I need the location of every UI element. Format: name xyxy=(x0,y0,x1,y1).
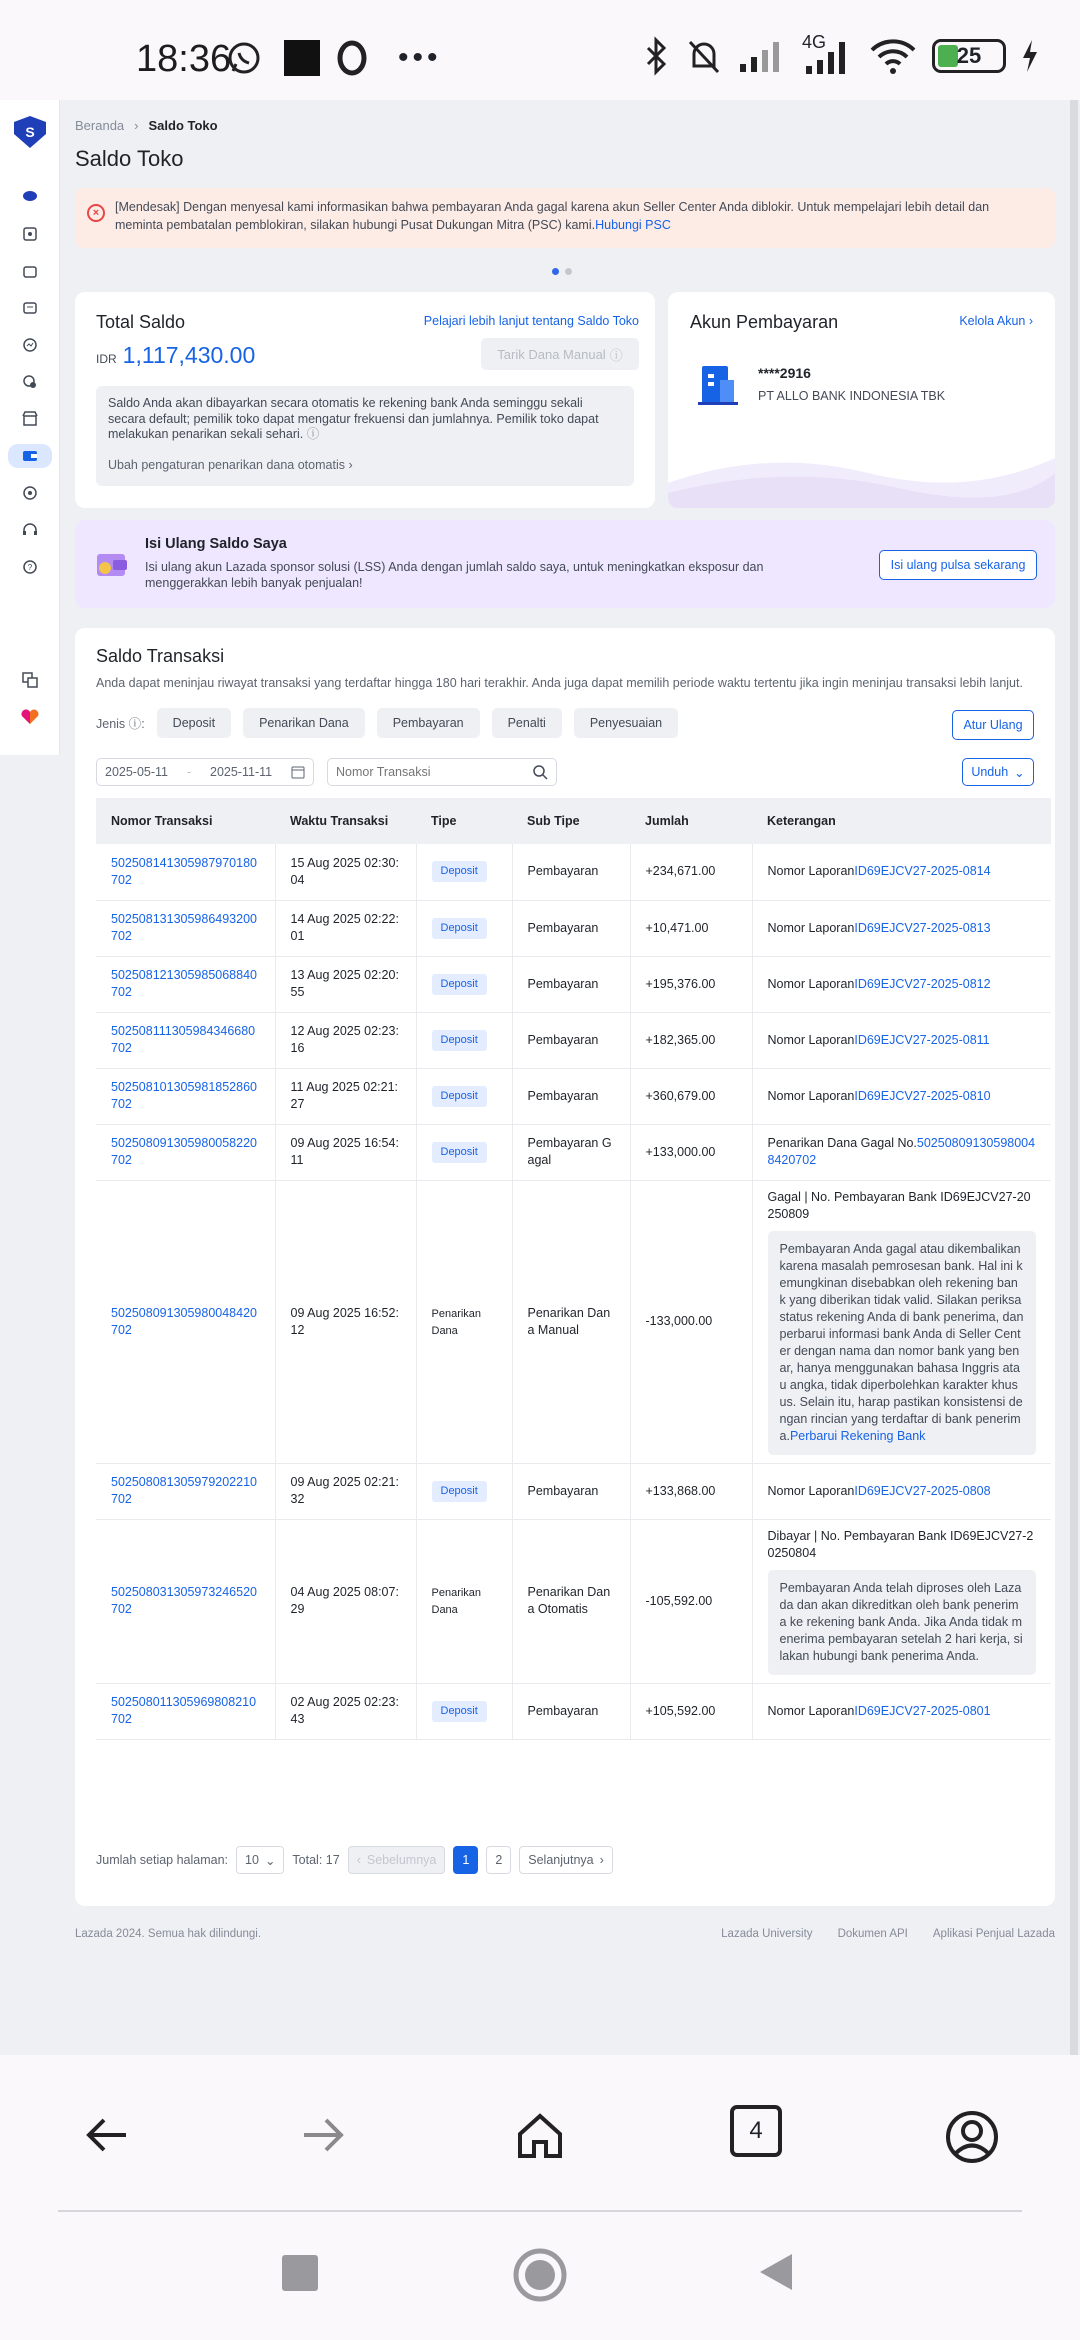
sidebar-item-analytics[interactable] xyxy=(12,333,48,357)
topup-now-button[interactable]: Isi ulang pulsa sekarang xyxy=(879,550,1037,580)
chevron-down-icon: ⌄ xyxy=(1014,765,1025,780)
battery-icon xyxy=(932,39,1006,73)
page-2-button[interactable]: 2 xyxy=(486,1846,511,1874)
back-triangle-icon[interactable] xyxy=(758,2252,794,2292)
home-icon[interactable] xyxy=(514,2110,566,2162)
reset-filter-button[interactable]: Atur Ulang xyxy=(952,710,1034,740)
transaction-id-link[interactable]: 502508031305973246520702 xyxy=(96,1519,275,1683)
breadcrumb-home[interactable]: Beranda xyxy=(75,118,125,133)
per-page-value: 10 xyxy=(245,1853,259,1867)
next-page-button[interactable] xyxy=(519,1846,613,1874)
browser-navigation-bar xyxy=(0,2055,1080,2210)
description xyxy=(752,1519,1051,1683)
bluetooth-icon xyxy=(644,36,670,76)
withdrawal-link[interactable]: 502508091305980048420702 xyxy=(767,1136,1036,1167)
prev-page-button[interactable] xyxy=(348,1846,446,1874)
column-header: Waktu Transaksi xyxy=(275,798,416,844)
clock: 18:36 xyxy=(136,38,232,80)
type-tag: Deposit xyxy=(432,974,487,995)
transaction-time: 09 Aug 2025 16:52:12 xyxy=(275,1180,416,1463)
whatsapp-icon xyxy=(226,40,262,76)
sidebar-item-health[interactable] xyxy=(12,481,48,505)
tabs-count: 4 xyxy=(749,2117,763,2144)
transaction-id-link[interactable]: 502508141305987970180702 xyxy=(96,844,275,900)
table-row xyxy=(96,1180,1051,1463)
translate-icon xyxy=(22,672,38,688)
description xyxy=(752,844,1051,900)
type-tag: Deposit xyxy=(432,1481,487,1502)
bag-icon xyxy=(22,263,38,279)
alert-text xyxy=(115,198,1035,234)
table-row xyxy=(96,1068,1051,1124)
auto-payout-info xyxy=(96,386,634,486)
chevron-right-icon: › xyxy=(599,1853,604,1867)
contact-psc-link[interactable]: Hubungi PSC xyxy=(595,218,671,232)
description-text: Dibayar | No. Pembayaran Bank ID69EJCV27-20250804 xyxy=(767,1528,1034,1560)
app-viewport xyxy=(0,100,1080,2055)
app-notification-icon xyxy=(284,40,320,76)
table-row xyxy=(96,900,1051,956)
footer-link-api-docs[interactable]: Dokumen API xyxy=(837,1928,908,1940)
filter-chip-pembayaran[interactable]: Pembayaran xyxy=(377,708,480,738)
sidebar-item-finance[interactable] xyxy=(8,444,52,468)
lazada-seller-logo[interactable] xyxy=(11,114,49,148)
system-navigation-bar xyxy=(0,2212,1080,2340)
main-content xyxy=(60,100,1070,2055)
total-count: Total: 17 xyxy=(292,1853,340,1867)
footer xyxy=(75,1928,1055,1940)
description xyxy=(752,1012,1051,1068)
calendar-icon xyxy=(291,765,305,779)
description xyxy=(752,956,1051,1012)
column-header: Sub Tipe xyxy=(512,798,630,844)
alert-message: [Mendesak] Dengan menyesal kami informasikan bahwa pembayaran Anda gagal karena akun Seller Center Anda diblokir. Untuk mempelajari lebih detail dan meminta pembatalan pemblokiran, silakan hubungi Pusat Dukungan Mitra (PSC) kami. xyxy=(115,200,990,232)
sub-type: Pembayaran xyxy=(512,956,630,1012)
page-scrollbar[interactable] xyxy=(1070,100,1078,2055)
transaction-time: 12 Aug 2025 02:23:16 xyxy=(275,1012,416,1068)
transaction-time: 14 Aug 2025 02:22:01 xyxy=(275,900,416,956)
sidebar-item-marketing[interactable] xyxy=(12,296,48,320)
transaction-title: Saldo Transaksi xyxy=(96,646,225,666)
transaction-card xyxy=(75,628,1055,1906)
next-page-label: Selanjutnya xyxy=(528,1853,594,1867)
payment-account-card xyxy=(668,292,1055,508)
description xyxy=(752,900,1051,956)
update-bank-link[interactable]: Perbarui Rekening Bank xyxy=(789,1428,926,1443)
sub-type: Pembayaran xyxy=(512,1012,630,1068)
transaction-subtitle: Anda dapat meninjau riwayat transaksi yang terdaftar hingga 180 hari terakhir. Anda juga dapat memilih periode waktu tertentu jika ingin meninjau transaksi lebih lanjut. xyxy=(96,676,1023,690)
filter-chip-penalti[interactable]: Penalti xyxy=(492,708,562,738)
filter-chip-penyesuaian[interactable]: Penyesuaian xyxy=(574,708,678,738)
search-icon[interactable] xyxy=(532,764,548,780)
home-circle-icon[interactable] xyxy=(513,2248,567,2302)
column-header: Keterangan xyxy=(752,798,1051,844)
sidebar-item-home[interactable] xyxy=(12,184,48,208)
amount: +195,376.00 xyxy=(630,956,752,1012)
wallet-promo-icon xyxy=(95,548,131,580)
headset-icon xyxy=(22,522,38,538)
type-filter xyxy=(96,708,678,738)
type-tag: Deposit xyxy=(432,1030,487,1051)
sidebar xyxy=(0,100,60,755)
total-saldo-amount: 1,117,430.00 xyxy=(122,342,256,368)
learn-saldo-link[interactable]: Pelajari lebih lanjut tentang Saldo Toko xyxy=(423,314,639,328)
transaction-id-link[interactable]: 502508111305984346680702 xyxy=(96,1012,275,1068)
page-title: Saldo Toko xyxy=(75,146,184,171)
transaction-id-link[interactable]: 502508011305969808210702 xyxy=(96,1683,275,1739)
chevron-right-icon: › xyxy=(348,458,353,472)
transaction-search xyxy=(327,758,557,786)
breadcrumb-current: Saldo Toko xyxy=(148,118,218,133)
currency-label: IDR xyxy=(96,352,117,366)
description xyxy=(752,1463,1051,1519)
description-text: Nomor Laporan xyxy=(767,1032,855,1047)
report-link[interactable]: ID69EJCV27-2025-0814 xyxy=(854,864,991,879)
failure-note-text: Pembayaran Anda gagal atau dikembalikan karena masalah pemrosesan bank. Hal ini kemungkinan disebabkan oleh rekening bank yang diberikan tidak valid. Silakan periksa status rekening Anda di bank penerima, dan perbarui informasi bank Anda di Seller Center dengan nama dan nomor bank yang benar, hanya menggunakan bahasa Inggris atau angka, tidak diperbolehkan karakter khusus. Selain itu, harap pastikan konsistensi dengan rincian yang terdaftar di bank penerima. xyxy=(779,1241,1024,1443)
transaction-time: 04 Aug 2025 08:07:29 xyxy=(275,1519,416,1683)
carousel-dot-2[interactable] xyxy=(565,268,572,275)
sub-type: Pembayaran xyxy=(512,1463,630,1519)
report-link[interactable]: ID69EJCV27-2025-0801 xyxy=(854,1703,991,1718)
network-type: 4G xyxy=(802,32,827,52)
amount: +182,365.00 xyxy=(630,1012,752,1068)
decorative-wave xyxy=(668,438,1055,508)
topup-promo-card xyxy=(75,520,1055,608)
report-link[interactable]: ID69EJCV27-2025-0812 xyxy=(854,976,991,991)
recents-square-icon[interactable] xyxy=(282,2255,318,2291)
table-row xyxy=(96,844,1051,900)
back-arrow-icon[interactable] xyxy=(82,2110,132,2160)
tabs-button[interactable] xyxy=(730,2105,782,2157)
sub-type: Penarikan Dana Otomatis xyxy=(512,1519,630,1683)
per-page-label: Jumlah setiap halaman: xyxy=(96,1853,229,1867)
error-icon: × xyxy=(87,204,105,222)
transaction-id-link[interactable]: 502508131305986493200702 xyxy=(96,900,275,956)
description xyxy=(752,1124,1051,1180)
auto-payout-text xyxy=(108,396,618,443)
filter-chip-deposit[interactable]: Deposit xyxy=(157,708,231,738)
speed-icon xyxy=(22,485,38,501)
wifi-icon xyxy=(868,36,918,76)
description xyxy=(752,1683,1051,1739)
sub-type: Pembayaran Gagal xyxy=(512,1124,630,1180)
bank-building-icon xyxy=(694,360,742,408)
opera-icon xyxy=(336,40,368,76)
info-icon: ⓘ xyxy=(609,347,623,363)
column-header: Tipe xyxy=(416,798,512,844)
date-to: 2025-11-11 xyxy=(210,765,273,779)
amount: -133,000.00 xyxy=(630,1180,752,1463)
prev-page-label: Sebelumnya xyxy=(366,1853,437,1867)
ads-icon xyxy=(22,300,38,316)
product-icon xyxy=(22,226,38,242)
amount: -105,592.00 xyxy=(630,1519,752,1683)
signal-icon xyxy=(738,38,788,74)
description xyxy=(752,1180,1051,1463)
transaction-id-link[interactable]: 502508101305981852860702 xyxy=(96,1068,275,1124)
store-icon xyxy=(22,411,38,427)
description-text: Nomor Laporan xyxy=(767,920,855,935)
type-filter-label: Jenis ⓘ: xyxy=(96,717,145,731)
signal-4g-icon xyxy=(802,36,854,76)
column-header: Nomor Transaksi xyxy=(96,798,275,844)
account-icon[interactable] xyxy=(945,2110,999,2164)
description-text: Nomor Laporan xyxy=(767,976,855,991)
column-header: Jumlah xyxy=(630,798,752,844)
type-tag: Deposit xyxy=(432,1142,487,1163)
description-text: Nomor Laporan xyxy=(767,1088,855,1103)
report-link[interactable]: ID69EJCV27-2025-0808 xyxy=(854,1483,991,1498)
breadcrumb xyxy=(75,118,218,133)
charging-icon xyxy=(1020,38,1040,74)
auto-payout-settings-label: Ubah pengaturan penarikan dana otomatis xyxy=(108,458,345,472)
per-page-select[interactable] xyxy=(236,1846,284,1874)
filter-chip-penarikan-dana[interactable]: Penarikan Dana xyxy=(243,708,365,738)
total-saldo-title: Total Saldo xyxy=(96,312,186,332)
payment-account-title: Akun Pembayaran xyxy=(690,312,839,332)
carousel-dot-1[interactable] xyxy=(552,268,559,275)
svg-text:S: S xyxy=(25,124,35,140)
sidebar-item-help[interactable] xyxy=(12,555,48,579)
lazada-heart-icon xyxy=(20,709,40,725)
sub-type: Pembayaran xyxy=(512,1068,630,1124)
report-link[interactable]: ID69EJCV27-2025-0811 xyxy=(854,1032,990,1047)
info-icon: ⓘ xyxy=(128,717,142,731)
bank-name: PT ALLO BANK INDONESIA TBK xyxy=(758,389,946,403)
total-saldo-card xyxy=(75,292,655,508)
transaction-table xyxy=(96,798,1051,1740)
description xyxy=(752,1068,1051,1124)
info-icon: ⓘ xyxy=(306,427,320,441)
table-row xyxy=(96,1124,1051,1180)
svg-text:?: ? xyxy=(27,563,33,572)
sidebar-item-store[interactable] xyxy=(12,407,48,431)
carousel-dots xyxy=(552,268,572,275)
description-text: Nomor Laporan xyxy=(767,1483,855,1498)
transaction-time: 09 Aug 2025 02:21:32 xyxy=(275,1463,416,1519)
table-header-row xyxy=(96,798,1051,844)
footer-link-university[interactable]: Lazada University xyxy=(721,1928,813,1940)
sub-type: Pembayaran xyxy=(512,900,630,956)
more-icon: ••• xyxy=(398,41,442,74)
sidebar-item-growth[interactable] xyxy=(12,370,48,394)
type-tag: Deposit xyxy=(432,861,487,882)
transaction-id-link[interactable]: 502508121305985068840702 xyxy=(96,956,275,1012)
wallet-icon xyxy=(22,449,38,463)
chart-icon xyxy=(22,337,38,353)
manual-withdraw-label: Tarik Dana Manual xyxy=(497,346,606,362)
transaction-id-link[interactable]: 502508091305980058220702 xyxy=(96,1124,275,1180)
transaction-time: 13 Aug 2025 02:20:55 xyxy=(275,956,416,1012)
description-text: Penarikan Dana Gagal No. xyxy=(767,1136,917,1150)
auto-payout-description: Saldo Anda akan dibayarkan secara otomatis ke rekening bank Anda seminggu sekali secara default; pemilik toko dapat mengatur frekuensi dan jumlahnya. Pemilik toko dapat melakukan penarikan sekali sehari. xyxy=(108,396,599,441)
topup-description: Isi ulang akun Lazada sponsor solusi (LSS) Anda dengan jumlah saldo saya, untuk meningkatkan eksposur dan menggerakkan lebih banyak penjualan! xyxy=(145,560,764,590)
table-row xyxy=(96,1012,1051,1068)
mute-bell-icon xyxy=(684,36,724,76)
type-tag: Deposit xyxy=(432,1086,487,1107)
page-1-button[interactable]: 1 xyxy=(453,1846,478,1874)
manage-account-link[interactable]: Kelola Akun › xyxy=(959,314,1033,328)
topup-title: Isi Ulang Saldo Saya xyxy=(145,536,287,552)
transaction-time: 11 Aug 2025 02:21:27 xyxy=(275,1068,416,1124)
description-text: Nomor Laporan xyxy=(767,1703,855,1718)
failure-note xyxy=(768,1231,1037,1455)
date-separator: - xyxy=(186,765,192,779)
money-icon xyxy=(22,374,38,390)
amount: +10,471.00 xyxy=(630,900,752,956)
sidebar-item-products[interactable] xyxy=(12,222,48,246)
sub-type: Pembayaran xyxy=(512,1683,630,1739)
paid-note: Pembayaran Anda telah diproses oleh Lazada dan akan dikreditkan oleh bank penerima ke rekening bank Anda. Jika Anda tidak menerima pembayaran setelah 2 hari kerja, silakan hubungi bank penerima Anda. xyxy=(768,1570,1037,1675)
amount: +105,592.00 xyxy=(630,1683,752,1739)
sub-type: Pembayaran xyxy=(512,844,630,900)
status-bar xyxy=(0,0,1080,100)
battery-level: 25 xyxy=(956,43,982,68)
transaction-id-link[interactable]: 502508091305980048420702 xyxy=(96,1180,275,1463)
pagination xyxy=(96,1846,613,1874)
amount: +133,868.00 xyxy=(630,1463,752,1519)
sidebar-item-translate[interactable] xyxy=(12,668,48,692)
table-row xyxy=(96,1463,1051,1519)
copyright: Lazada 2024. Semua hak dilindungi. xyxy=(75,1928,262,1940)
table-row xyxy=(96,1683,1051,1739)
type-tag: Deposit xyxy=(432,1701,487,1722)
transaction-search-input[interactable] xyxy=(336,765,516,779)
report-link[interactable]: ID69EJCV27-2025-0813 xyxy=(854,920,991,935)
account-number: ****2916 xyxy=(758,365,811,381)
type-label: Penarikan Dana xyxy=(431,1587,482,1616)
breadcrumb-separator-icon: › xyxy=(134,118,139,133)
blocked-account-alert xyxy=(75,188,1055,248)
help-icon xyxy=(22,559,38,575)
amount: +360,679.00 xyxy=(630,1068,752,1124)
type-tag: Deposit xyxy=(432,918,487,939)
manage-account-label: Kelola Akun xyxy=(959,314,1026,328)
home-icon xyxy=(22,190,38,202)
sidebar-item-orders[interactable] xyxy=(12,259,48,283)
type-filter-label-text: Jenis xyxy=(96,717,126,731)
type-label: Penarikan Dana xyxy=(431,1307,482,1337)
table-row xyxy=(96,1519,1051,1683)
auto-payout-settings-link[interactable] xyxy=(108,458,353,472)
forward-arrow-icon[interactable] xyxy=(298,2110,348,2160)
sidebar-item-lazada-app[interactable] xyxy=(12,705,48,729)
footer-link-seller-app[interactable]: Aplikasi Penjual Lazada xyxy=(932,1928,1055,1940)
transaction-time: 09 Aug 2025 16:54:11 xyxy=(275,1124,416,1180)
chevron-left-icon: ‹ xyxy=(356,1853,361,1867)
date-range-picker[interactable] xyxy=(96,758,314,786)
sub-type: Penarikan Dana Manual xyxy=(512,1180,630,1463)
description-text: Gagal | No. Pembayaran Bank ID69EJCV27-20250809 xyxy=(767,1189,1031,1221)
description-text: Nomor Laporan xyxy=(767,864,855,879)
chevron-down-icon: ⌄ xyxy=(264,1853,276,1868)
amount: +234,671.00 xyxy=(630,844,752,900)
manual-withdraw-button[interactable] xyxy=(481,338,639,370)
transaction-time: 02 Aug 2025 02:23:43 xyxy=(275,1683,416,1739)
transaction-id-link[interactable]: 502508081305979202210702 xyxy=(96,1463,275,1519)
download-button[interactable] xyxy=(962,758,1034,786)
transaction-time: 15 Aug 2025 02:30:04 xyxy=(275,844,416,900)
sidebar-item-support[interactable] xyxy=(12,518,48,542)
table-row xyxy=(96,956,1051,1012)
amount: +133,000.00 xyxy=(630,1124,752,1180)
date-from: 2025-05-11 xyxy=(105,765,169,779)
report-link[interactable]: ID69EJCV27-2025-0810 xyxy=(854,1088,991,1103)
download-label: Unduh xyxy=(971,765,1009,779)
